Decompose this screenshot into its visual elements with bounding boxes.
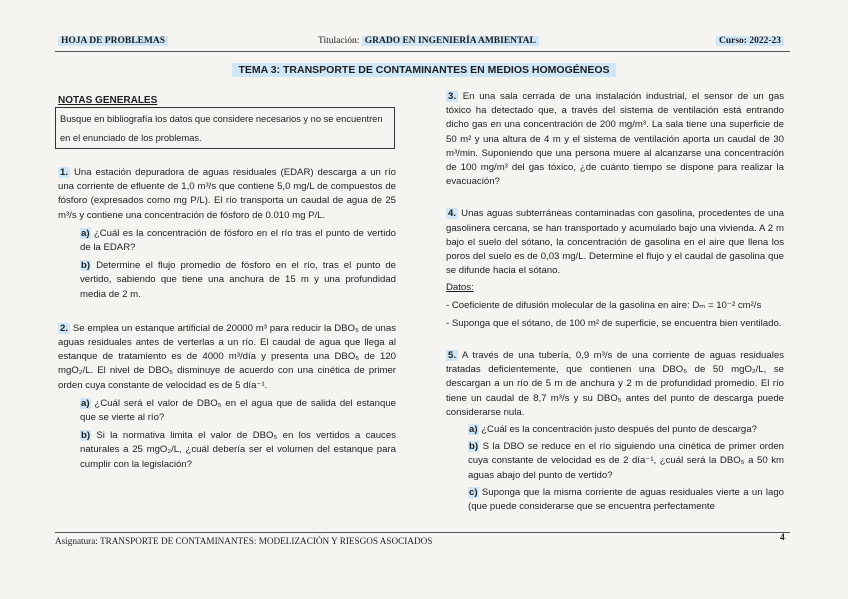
footer-subject: Asignatura: TRANSPORTE DE CONTAMINANTES: MODELIZACIÓN Y RIESGOS ASOCIADOS: [55, 536, 433, 546]
problem-5b: b) S la DBO se reduce en el río siguiendo una cinética de primer orden cuya constante de velocidad es de 2 día⁻¹, ¿cuál será la DBO₅ a 50 km aguas abajo del punto de vertido?: [468, 441, 784, 481]
problem-2: 2. Se emplea un estanque artificial de 20000 m³ para reducir la DBO₅ de unas aguas residuales antes de verterlas a un río. El caudal de agua que llega al estanque de tratamiento es de 4000 m³/día y presenta una DBO₅ de 120 mgO₂/L. El nivel de DBO₅ disminuye de acuerdo con una cinética de primer orden cuya constante de velocidad es de 5 día⁻¹.: [58, 322, 396, 391]
problem-2a: a) ¿Cuál será el valor de DBO₅ en el agua que de salida del estanque que se vierte al río?: [80, 397, 396, 424]
problem-1: 1. Una estación depuradora de aguas residuales (EDAR) descarga a un río una corriente de efluente de 1,0 m³/s que contiene 5,0 mg/L de compuestos de fósforo (expresados como mg P/L). El río transporta un caudal de agua de 25 m³/s y contiene una concentración de fósforo de 0.010 mg P/L.: [58, 167, 396, 221]
problem-2b: b) Si la normativa limita el valor de DBO₅ en los vertidos a cauces naturales a 25 mgO₂/L, ¿cuál debería ser el volumen del estanque para cumplir con la legislación?: [80, 430, 396, 470]
problem-1a: a) ¿Cuál es la concentración de fósforo en el río tras el punto de vertido de la EDAR?: [80, 227, 396, 254]
footer-divider: [55, 532, 790, 533]
header-right: Curso: 2022-23: [716, 36, 784, 50]
notes-text: Busque en bibliografía los datos que considere necesarios y no se encuentren en el enunciado de los problemas.: [60, 114, 383, 143]
right-column: [446, 90, 784, 514]
problem-3: 3. En una sala cerrada de una instalación industrial, el sensor de un gas tóxico ha detectado que, a través del sistema de ventilación está entrando dicho gas en una concentración de 200 mg/m³. La sala tiene una superficie de 50 m² y una altura de 4 m y el sistema de ventilación aporta un caudal de 30 m³/min. Suponiendo que una persona muere al alcanzarse una concentración de 100 mg/m³ del gas tóxico, ¿de cuánto tiempo se dispone para realizar la evacuación?: [446, 91, 784, 188]
problem-5c: c) Suponga que la misma corriente de aguas residuales vierte a un lago (que puede considerarse que se encuentra perfectamente: [468, 486, 784, 513]
page-title: TEMA 3: TRANSPORTE DE CONTAMINANTES EN MEDIOS HOMOGÉNEOS: [0, 64, 848, 76]
problem-4-datos: Datos:: [446, 282, 474, 294]
header-divider: [55, 51, 790, 52]
header-center: Titulación: GRADO EN INGENIERÍA AMBIENTAL: [318, 36, 539, 50]
notes-box: [55, 107, 395, 149]
header-left: HOJA DE PROBLEMAS: [58, 36, 168, 50]
page-number: 4: [780, 533, 785, 543]
problem-1b: b) Determine el flujo promedio de fósforo en el río, tras el punto de vertido, sabiendo que tiene una anchura de 15 m y una profundidad media de 2 m.: [80, 260, 396, 300]
problem-4: 4. Unas aguas subterráneas contaminadas con gasolina, procedentes de una gasolinera cercana, se han transportado y acumulado bajo una vivienda. A 2 m bajo el suelo del sótano, la concentración de gasolina en el aire que llena los poros del suelo es de 0,03 mg/L. Determine el flujo y el caudal de gasolina que se difunde hacia el sótano.: [446, 208, 784, 277]
problem-5a: a) ¿Cuál es la concentración justo después del punto de descarga?: [469, 424, 757, 436]
left-column: [58, 166, 396, 472]
problem-4-dato-2: - Suponga que el sótano, de 100 m² de superficie, se encuentra bien ventilado.: [446, 317, 782, 329]
problem-4-dato-1: - Coeficiente de difusión molecular de la gasolina en aire: Dₘ = 10⁻² cm²/s: [446, 299, 762, 311]
problem-5: 5. A través de una tubería, 0,9 m³/s de una corriente de aguas residuales tratadas deficientemente, que contienen una DBO₅ de 50 mgO₂/L, se descargan a un río de 5 m de anchura y 2 m de profundidad promedio. El río tiene un caudal de 8,7 m³/s y su DBO₅ antes del punto de descarga puede considerarse nula.: [446, 350, 784, 418]
notes-heading: NOTAS GENERALES: [58, 95, 158, 106]
